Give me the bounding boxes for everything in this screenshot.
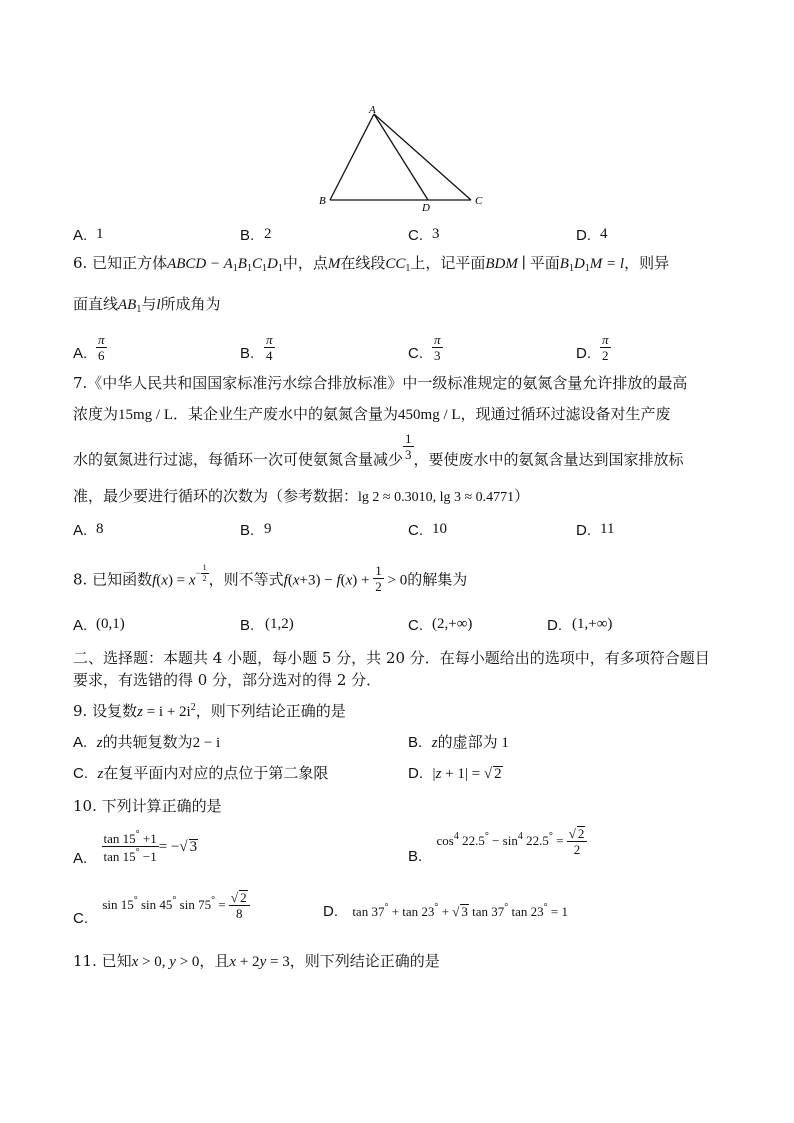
q9-option-d[interactable]: D. |z + 1| = √ 2 xyxy=(408,765,502,782)
q5-option-d-label[interactable]: D. xyxy=(576,227,591,244)
q7-option-c-label[interactable]: C. xyxy=(408,522,423,539)
q7-standard-conc: 15mg / L xyxy=(118,407,174,423)
q6-option-c-label[interactable]: C. xyxy=(408,345,423,362)
q6-text-skew: 面直线 xyxy=(73,295,119,313)
q7-line3 xyxy=(73,431,684,475)
q5-option-b-label[interactable]: B. xyxy=(240,227,255,244)
q8-option-b-label[interactable]: B. xyxy=(240,617,255,634)
q7-option-a-value: 8 xyxy=(96,521,104,537)
label-b: B xyxy=(319,195,326,207)
q7-reference-data: lg 2 ≈ 0.3010, lg 3 ≈ 0.4771 xyxy=(358,490,515,505)
q11-stem: 11. 已知x > 0, y > 0，且x + 2y = 3，则下列结论正确的是 xyxy=(73,952,440,970)
q7-text-target: ，要使废水中的氨氮含量达到国家排放标 xyxy=(413,450,684,469)
label-d: D xyxy=(422,202,430,212)
label-a: A xyxy=(369,104,376,116)
q5-option-a-label[interactable]: A. xyxy=(73,227,88,244)
q8-option-d-value: (1,+∞) xyxy=(572,616,613,632)
q8-option-c-label[interactable]: C. xyxy=(408,617,423,634)
q6-text-in: 中，点 xyxy=(282,254,328,272)
q11-text-ask: ，则下列结论正确的是 xyxy=(289,952,440,970)
q6-stem-line1: 6. 已知正方体ABCD − $A_1B_1C_1D_1$中，点M在线段$CC_1$上，记平面BDM ∣ 平面$B_1D_1M = l$，则异 xyxy=(73,254,670,274)
section-2-heading-line2: 要求，有选错的得 0 分，部分选对的得 2 分． xyxy=(73,671,382,689)
q7-option-d-label[interactable]: D. xyxy=(576,522,591,539)
q6-option-a-fraction: $\frac{\pi}{6}$ xyxy=(98,332,105,363)
q7-text-conc: 浓度为 xyxy=(73,405,119,423)
side-ab xyxy=(330,114,374,200)
q10-option-b[interactable]: B. $\cos^4 22.5^\circ - \sin^4 22.5^\circ$ = $\frac{√ 2}{2}$ xyxy=(408,826,587,856)
q6-option-b-label[interactable]: B. xyxy=(240,345,255,362)
q8-option-c-value: (2,+∞) xyxy=(432,616,473,632)
q11-text-given: 11. 已知 xyxy=(73,952,132,970)
q6-option-d-label[interactable]: D. xyxy=(576,345,591,362)
q8-option-d-label[interactable]: D. xyxy=(547,617,562,634)
q6-cube-name: ABCD xyxy=(167,256,207,272)
q8-option-a-value: (0,1) xyxy=(96,616,125,632)
q7-waste-conc: 450mg / L xyxy=(398,407,461,423)
q6-point-m: M xyxy=(327,256,341,272)
q9-option-b-text: 的虚部为 xyxy=(437,733,498,751)
q7-line2 xyxy=(73,407,671,423)
side-ac xyxy=(374,114,471,200)
q8-text-solution: 的解集为 xyxy=(407,570,468,589)
q7-line4 xyxy=(73,489,529,505)
q7-text-close: ） xyxy=(514,487,530,505)
q9-text-ask: ，则下列结论正确的是 xyxy=(195,702,346,720)
q7-option-a-label[interactable]: A. xyxy=(73,522,88,539)
q7-option-c-value: 10 xyxy=(432,521,447,537)
q7-text-reduce: 水的氨氮进行过滤，每循环一次可使氨氮含量减少 xyxy=(73,450,404,469)
q8-option-b-value: (1,2) xyxy=(265,616,294,632)
q6-text-angle: 所成角为 xyxy=(160,295,221,313)
q9-option-c[interactable]: C. z在复平面内对应的点位于第二象限 xyxy=(73,764,329,782)
q7-text-factory: ．某企业生产废水中的氨氮含量为 xyxy=(173,405,399,423)
q6-stem-line2: 面直线$AB_1$与l所成角为 xyxy=(73,295,221,315)
q9-option-a[interactable]: A. z的共轭复数为2 − i xyxy=(73,733,221,751)
q5-option-b-value: 2 xyxy=(264,226,272,242)
q7-text-filter: ，现通过循环过滤设备对生产废 xyxy=(460,405,671,423)
q6-option-a-label[interactable]: A. xyxy=(73,345,88,362)
q6-text-plane2: 平面 xyxy=(529,254,560,272)
q6-option-c-fraction: $\frac{\pi}{3}$ xyxy=(434,332,441,363)
q9-option-c-text: 在复平面内对应的点位于第二象限 xyxy=(103,764,329,782)
q6-intro: 6. 已知正方体 xyxy=(73,254,168,272)
q9-option-b[interactable]: B. z的虚部为 1 xyxy=(408,733,509,751)
q7-option-b-value: 9 xyxy=(264,521,272,537)
q7-option-d-value: 11 xyxy=(600,521,615,537)
q7-line1: 7.《中华人民共和国国家标准污水综合排放标准》中一级标准规定的氨氮含量允许排放的最高 xyxy=(73,374,688,392)
segment-ad xyxy=(374,114,428,200)
q10-option-d[interactable]: D. tan 37° + tan 23° + √ 3 tan 37° tan 23° = 1 xyxy=(323,902,569,920)
q6-text-onseg: 在线段 xyxy=(340,254,386,272)
q7-option-b-label[interactable]: B. xyxy=(240,522,255,539)
q9-stem: 9. 设复数$z = i + 2i^2$，则下列结论正确的是 xyxy=(73,702,346,720)
q6-option-d-fraction: $\frac{\pi}{2}$ xyxy=(602,332,609,363)
q10-option-c[interactable]: C. sin 15° sin 45° sin 75° = $\frac{√ 2}{8}$ xyxy=(73,890,250,920)
q7-text-min: 准，最少要进行循环的次数为（参考数据： xyxy=(73,487,359,505)
q6-text-then: ，则异 xyxy=(624,254,670,272)
q8-text-inequality: ，则不等式 xyxy=(208,570,284,589)
q7-fraction-one-third: $\frac{1}{3}$ xyxy=(405,431,412,462)
q5-option-d-value: 4 xyxy=(600,226,608,242)
q8-fraction-half: $\frac{1}{2}$ xyxy=(375,563,382,595)
q6-text-plane: 上，记平面 xyxy=(410,254,486,272)
q6-option-b-fraction: $\frac{\pi}{4}$ xyxy=(266,332,273,363)
q6-plane-bdm: BDM xyxy=(485,256,518,272)
q10-option-a[interactable]: A. $\frac{\tan 15^\circ +1}{\tan 15^\circ -1}$ = −√ 3 xyxy=(73,829,198,867)
section-2-heading: 二、选择题：本题共 4 小题，每小题 5 分，共 20 分．在每小题给出的选项中，有多项符合题目 xyxy=(73,649,710,667)
q8-text-given: 8. 已知函数 xyxy=(73,570,153,589)
q5-option-c-value: 3 xyxy=(432,226,440,242)
q9-option-a-text: 的共轭复数为 xyxy=(102,733,193,751)
q9-text-given: 9. 设复数 xyxy=(73,702,138,720)
q5-option-a-value: 1 xyxy=(96,226,104,242)
q5-option-c-label[interactable]: C. xyxy=(408,227,423,244)
q8-option-a-label[interactable]: A. xyxy=(73,617,88,634)
q6-text-with: 与 xyxy=(141,295,157,313)
label-c: C xyxy=(475,195,483,207)
q8-stem: 8. 已知函数$f(x) = x^{- \frac{1}{2}}$ ，则不等式f(x+3) − f(x) + $\frac{1}{2}$ > 0的解集为 xyxy=(73,563,468,595)
q10-stem: 10. 下列计算正确的是 xyxy=(73,797,222,815)
triangle-figure xyxy=(310,100,510,212)
q11-text-and: ，且 xyxy=(199,952,230,970)
